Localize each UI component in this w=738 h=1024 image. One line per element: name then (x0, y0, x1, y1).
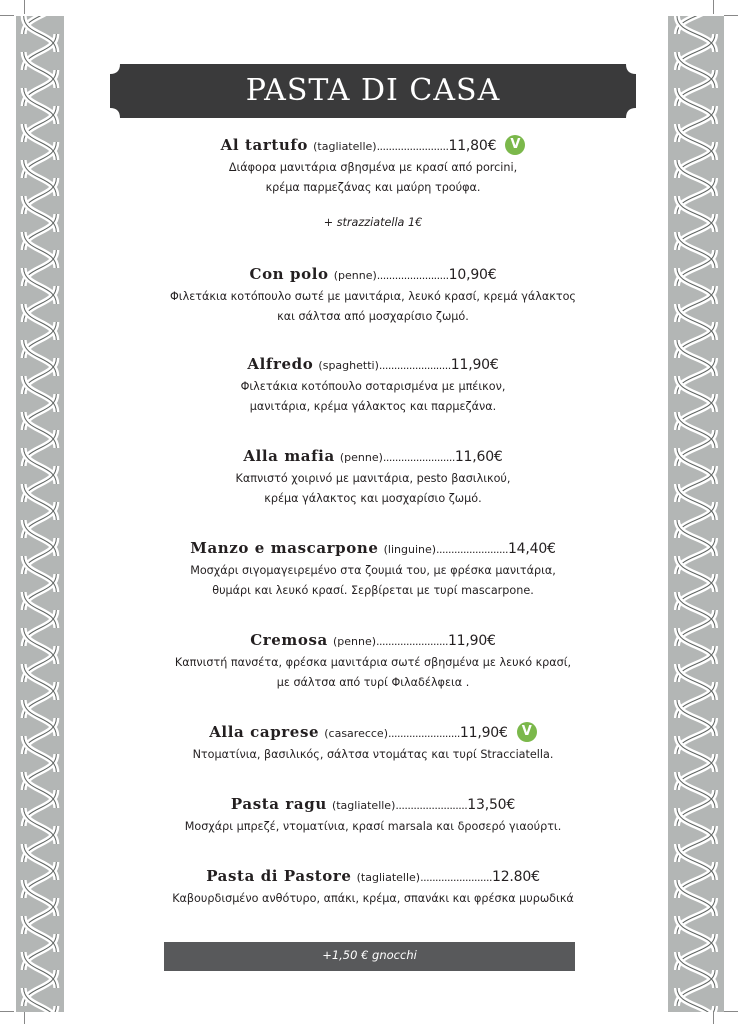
dish-name: Cremosa (250, 631, 328, 649)
price: 12.80€ (492, 869, 540, 885)
dot-leader: ........................ (420, 871, 492, 884)
menu-item (110, 627, 636, 693)
dot-leader: ........................ (378, 359, 451, 372)
page-title: PASTA DI CASA (245, 73, 501, 108)
dish-description: Καπνιστό χοιρινό με μανιτάρια, pesto βασιλικού, (235, 472, 511, 485)
pasta-type: (tagliatelle) (313, 140, 377, 153)
menu-item-header (110, 261, 636, 287)
vegetarian-icon: V (517, 722, 537, 742)
price: 11,90€ (459, 725, 508, 741)
dish-name: Con polo (249, 265, 329, 283)
dish-description: κρέμα γάλακτος και μοσχαρίσιο ζωμό. (264, 492, 482, 505)
price: 11,90€ (447, 633, 496, 649)
dish-description: και σάλτσα από μοσχαρίσιο ζωμό. (277, 310, 469, 323)
left-border-rail (16, 16, 64, 1012)
price: 11,80€ (448, 138, 497, 154)
pasta-type: (spaghetti) (318, 359, 379, 372)
dish-description: Φιλετάκια κοτόπουλο σωτέ με μανιτάρια, λευκό κρασί, κρεμά γάλακτος (169, 290, 577, 303)
vegetarian-icon: V (505, 135, 525, 155)
price: 14,40€ (507, 541, 556, 557)
menu-item (110, 535, 636, 601)
menu-item (110, 351, 636, 417)
dish-description: Διάφορα μανιτάρια σβησμένα με κρασί από porcini, (228, 161, 518, 174)
pasta-type: (casarecce) (324, 727, 388, 740)
dot-leader: ........................ (388, 727, 460, 740)
dish-description: Καβουρδισμένο ανθότυρο, απάκι, κρέμα, σπανάκι και φρέσκα μυρωδικά (172, 892, 574, 905)
price: 11,90€ (450, 357, 499, 373)
gnocchi-note: +1,50 € gnocchi (322, 948, 417, 962)
pasta-type: (penne) (339, 451, 383, 464)
rope-ornament (668, 16, 724, 1012)
menu-item (110, 261, 636, 327)
price: 13,50€ (467, 797, 516, 813)
price: 10,90€ (448, 267, 497, 283)
dot-leader: ........................ (436, 543, 508, 556)
dish-description: Μοσχάρι σιγομαγειρεμένο στα ζουμιά του, με φρέσκα μανιτάρια, (190, 564, 556, 577)
crop-mark (713, 0, 714, 14)
dish-description: Καπνιστή πανσέτα, φρέσκα μανιτάρια σωτέ σβησμένα με λευκό κρασί, (174, 656, 572, 669)
crop-mark (724, 15, 738, 16)
menu-item-header (110, 132, 636, 158)
pasta-type: (tagliatelle) (331, 799, 396, 812)
crop-mark (724, 1011, 738, 1012)
dish-name: Pasta ragu (230, 795, 327, 813)
menu-item-header (110, 719, 636, 745)
menu-item-header (110, 443, 636, 469)
dish-description: μανιτάρια, κρέμα γάλακτος και παρμεζάνα. (249, 400, 497, 413)
pasta-type: (tagliatelle) (356, 871, 421, 884)
dish-name: Al tartufo (220, 136, 309, 154)
dish-description: με σάλτσα από τυρί Φιλαδέλφεια . (276, 676, 470, 689)
pasta-type: (linguine) (383, 543, 437, 556)
menu-item (110, 443, 636, 509)
crop-mark (713, 1012, 714, 1024)
dot-leader: ........................ (376, 140, 449, 153)
dish-name: Manzo e mascarpone (190, 539, 379, 557)
menu-item-header (110, 535, 636, 561)
dot-leader: ........................ (395, 799, 468, 812)
gnocchi-note-bar (164, 942, 575, 971)
title-banner (110, 64, 636, 118)
dish-name: Alfredo (247, 355, 314, 373)
menu-list (110, 132, 636, 909)
menu-item-header (110, 863, 636, 889)
dish-name: Alla caprese (209, 723, 320, 741)
dish-name: Alla mafia (243, 447, 335, 465)
pasta-type: (penne) (333, 269, 377, 282)
menu-item-header (110, 627, 636, 653)
dot-leader: ........................ (376, 269, 449, 282)
crop-mark (24, 1012, 25, 1024)
menu-item (110, 863, 636, 909)
price: 11,60€ (454, 449, 503, 465)
dot-leader: ........................ (376, 635, 448, 648)
dish-description: Ντοματίνια, βασιλικός, σάλτσα ντομάτας και τυρί Stracciatella. (192, 748, 554, 761)
dish-description: θυμάρι και λευκό κρασί. Σερβίρεται με τυρί mascarpone. (212, 584, 534, 597)
dish-description: κρέμα παρμεζάνας και μαύρη τρούφα. (265, 181, 481, 194)
menu-item-header (110, 791, 636, 817)
extra-option: + strazziatella 1€ (323, 216, 423, 229)
dot-leader: ........................ (382, 451, 455, 464)
rope-ornament (16, 16, 64, 1012)
menu-item (110, 132, 636, 229)
crop-mark (0, 15, 14, 16)
dish-description: Μοσχάρι μπρεζέ, ντοματίνια, κρασί marsala και δροσερό γιαούρτι. (184, 820, 562, 833)
crop-mark (0, 1011, 14, 1012)
right-border-rail (668, 16, 724, 1012)
crop-mark (24, 0, 25, 14)
pasta-type: (penne) (332, 635, 377, 648)
dish-name: Pasta di Pastore (206, 867, 352, 885)
menu-item (110, 719, 636, 765)
dish-description: Φιλετάκια κοτόπουλο σοταρισμένα με μπέικον, (240, 380, 506, 393)
menu-item-header (110, 351, 636, 377)
menu-item (110, 791, 636, 837)
